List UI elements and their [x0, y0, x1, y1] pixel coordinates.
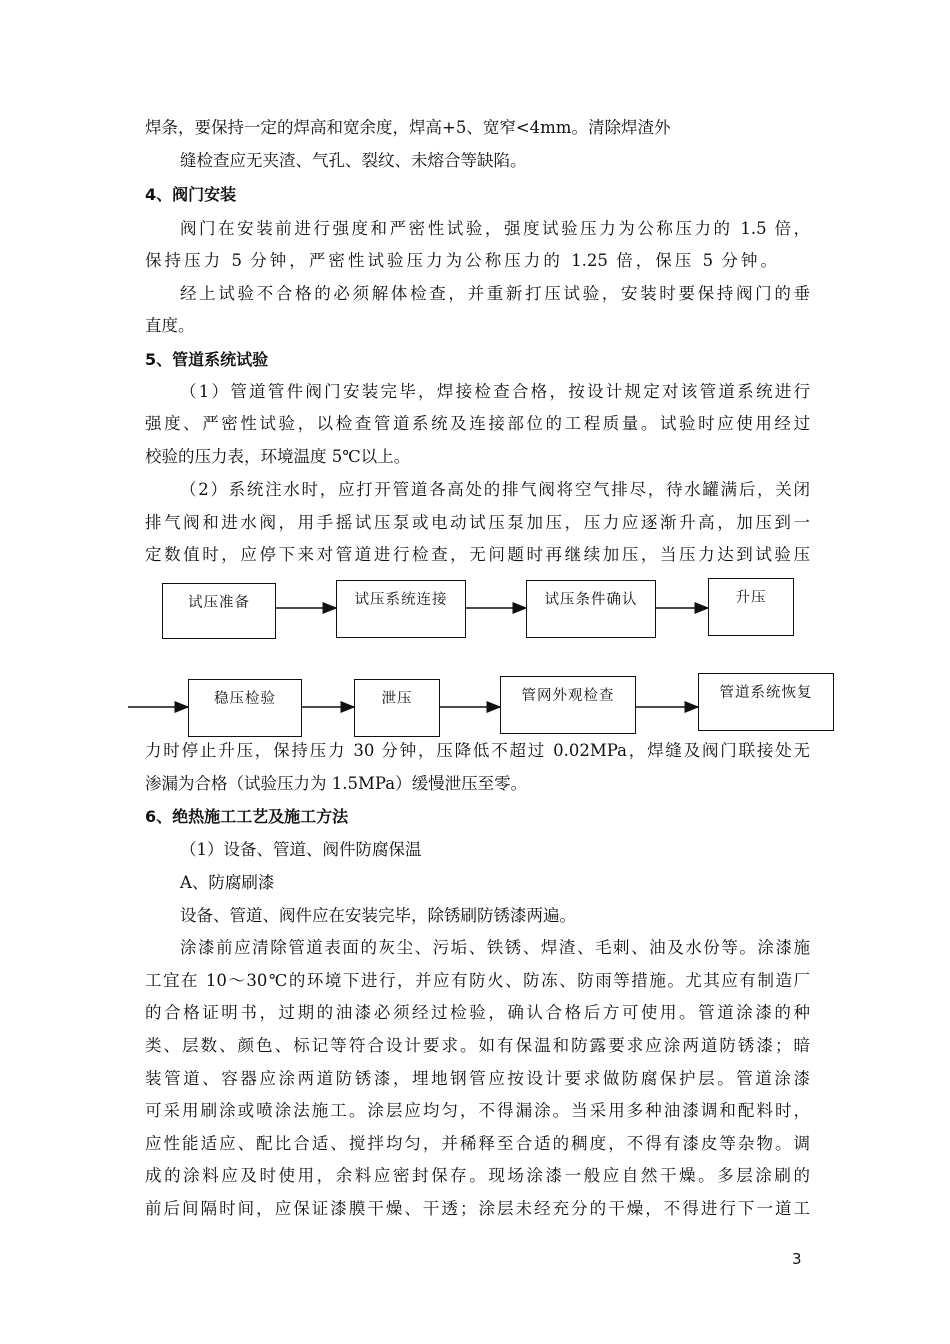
text-line-4: 阀门在安装前进行强度和严密性试验，强度试验压力为公称压力的 1.5 倍， — [180, 219, 810, 238]
text-line-7: 直度。 — [145, 316, 195, 335]
page-number: 3 — [792, 1250, 802, 1268]
flow-step-5: 稳压检验 — [188, 679, 302, 737]
text-line-12: （2）系统注水时，应打开管道各高处的排气阀将空气排尽，待水罐满后，关闭 — [180, 480, 810, 499]
flow-step-2: 试压系统连接 — [336, 580, 466, 638]
text-line-22: 工宜在 10～30℃的环境下进行，并应有防火、防冻、防雨等措施。尤其应有制造厂 — [145, 971, 810, 990]
section-heading-6: 6、绝热施工工艺及施工方法 — [145, 807, 349, 826]
flow-step-1: 试压准备 — [162, 583, 276, 639]
text-line-1: 焊条，要保持一定的焊高和宽余度，焊高+5、宽窄<4mm。清除焊渣外 — [145, 118, 671, 137]
text-line-9: （1）管道管件阀门安装完毕，焊接检查合格，按设计规定对该管道系统进行 — [180, 382, 810, 401]
text-line-15: 力时停止升压，保持压力 30 分钟，压降低不超过 0.02MPa，焊缝及阀门联接处无 — [145, 741, 810, 760]
text-line-28: 成的涂料应及时使用，余料应密封保存。现场涂漆一般应自然干燥。多层涂刷的 — [145, 1166, 810, 1185]
text-line-20: 设备、管道、阀件应在安装完毕，除锈刷防锈漆两遍。 — [180, 906, 576, 925]
text-line-21: 涂漆前应清除管道表面的灰尘、污垢、铁锈、焊渣、毛刺、油及水份等。涂漆施 — [180, 938, 810, 957]
flow-step-8: 管道系统恢复 — [698, 673, 834, 731]
section-heading-4: 4、阀门安装 — [145, 185, 237, 204]
text-line-27: 应性能适应、配比合适、搅拌均匀，并稀释至合适的稠度，不得有漆皮等杂物。调 — [145, 1134, 810, 1153]
text-line-11: 校验的压力表，环境温度 5℃以上。 — [145, 447, 411, 466]
flow-step-3: 试压条件确认 — [526, 580, 656, 638]
text-line-26: 可采用刷涂或喷涂法施工。涂层应均匀，不得漏涂。当采用多种油漆调和配料时， — [145, 1101, 810, 1120]
text-line-24: 类、层数、颜色、标记等符合设计要求。如有保温和防露要求应涂两道防锈漆；暗 — [145, 1036, 810, 1055]
text-line-19: A、防腐刷漆 — [180, 873, 275, 892]
text-line-25: 装管道、容器应涂两道防锈漆，埋地钢管应按设计要求做防腐保护层。管道涂漆 — [145, 1069, 810, 1088]
flow-step-6: 泄压 — [354, 679, 440, 737]
text-line-18: （1）设备、管道、阀件防腐保温 — [180, 840, 422, 859]
section-heading-5: 5、管道系统试验 — [145, 350, 269, 369]
text-line-23: 的合格证明书，过期的油漆必须经过检验，确认合格后方可使用。管道涂漆的种 — [145, 1003, 810, 1022]
text-line-10: 强度、严密性试验，以检查管道系统及连接部位的工程质量。试验时应使用经过 — [145, 414, 810, 433]
flow-step-4: 升压 — [708, 578, 794, 636]
text-line-5: 保持压力 5 分钟，严密性试验压力为公称压力的 1.25 倍，保压 5 分钟。 — [145, 251, 777, 270]
text-line-6: 经上试验不合格的必须解体检查，并重新打压试验，安装时要保持阀门的垂 — [180, 284, 810, 303]
flow-step-7: 管网外观检查 — [500, 676, 636, 734]
text-line-29: 前后间隔时间，应保证漆膜干燥、干透；涂层未经充分的干燥，不得进行下一道工 — [145, 1199, 810, 1218]
text-line-14: 定数值时，应停下来对管道进行检查，无问题时再继续加压，当压力达到试验压 — [145, 545, 810, 564]
text-line-16: 渗漏为合格（试验压力为 1.5MPa）缓慢泄压至零。 — [145, 774, 528, 793]
text-line-13: 排气阀和进水阀，用手摇试压泵或电动试压泵加压，压力应逐渐升高，加压到一 — [145, 513, 810, 532]
text-line-2: 缝检查应无夹渣、气孔、裂纹、未熔合等缺陷。 — [180, 151, 527, 170]
